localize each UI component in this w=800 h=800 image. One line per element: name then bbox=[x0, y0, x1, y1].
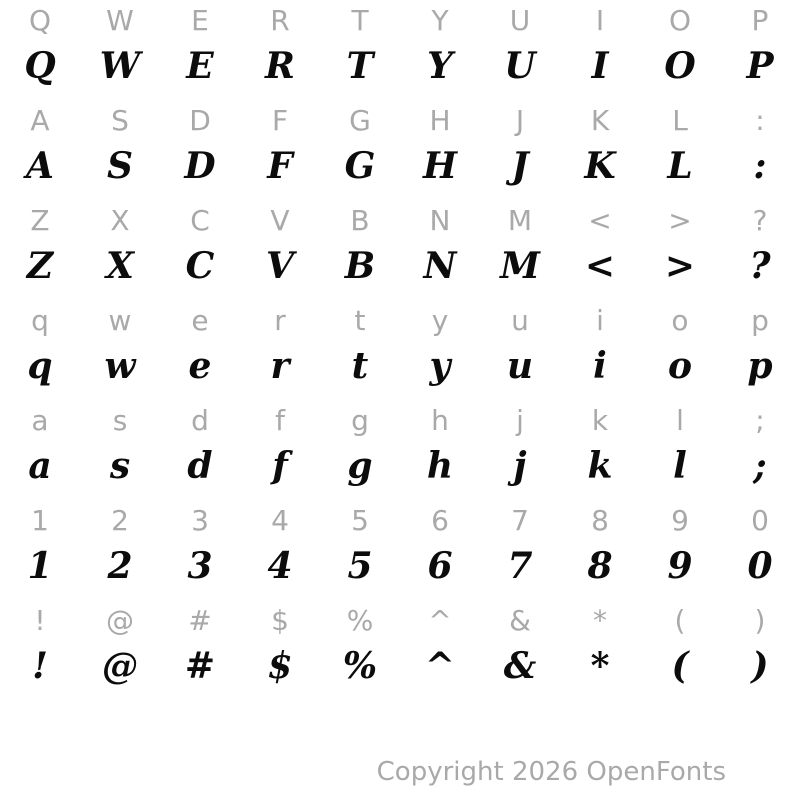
reference-glyph: < bbox=[588, 204, 612, 237]
reference-row bbox=[0, 600, 800, 642]
script-glyph: N bbox=[423, 245, 457, 287]
reference-glyph: G bbox=[349, 104, 371, 137]
reference-row bbox=[0, 400, 800, 442]
reference-glyph: E bbox=[191, 4, 209, 37]
script-glyph: D bbox=[184, 145, 216, 187]
reference-glyph: L bbox=[672, 104, 688, 137]
reference-glyph: g bbox=[351, 404, 369, 437]
reference-glyph: k bbox=[591, 404, 609, 437]
script-glyph: ! bbox=[32, 645, 48, 687]
reference-glyph: A bbox=[30, 104, 50, 137]
reference-glyph: J bbox=[515, 104, 525, 137]
script-glyph: a bbox=[28, 445, 52, 487]
reference-glyph: d bbox=[191, 404, 209, 437]
script-glyph: Y bbox=[427, 45, 453, 87]
script-glyph: 0 bbox=[747, 545, 773, 587]
reference-glyph: S bbox=[111, 104, 129, 137]
script-glyph: % bbox=[342, 645, 378, 687]
script-glyph: i bbox=[593, 345, 607, 387]
specimen-pair bbox=[0, 200, 800, 300]
reference-row bbox=[0, 300, 800, 342]
script-glyph: 2 bbox=[107, 545, 133, 587]
reference-glyph: D bbox=[189, 104, 211, 137]
script-glyph: $ bbox=[267, 645, 293, 687]
footer-copyright: Copyright 2026 OpenFonts bbox=[376, 757, 726, 787]
reference-glyph: H bbox=[429, 104, 451, 137]
script-glyph: C bbox=[185, 245, 215, 287]
reference-glyph: j bbox=[516, 404, 524, 437]
reference-glyph: q bbox=[31, 304, 49, 337]
script-glyph: F bbox=[267, 145, 293, 187]
reference-glyph: h bbox=[431, 404, 449, 437]
reference-glyph: O bbox=[668, 4, 692, 37]
reference-glyph: l bbox=[676, 404, 684, 437]
reference-glyph: y bbox=[431, 304, 449, 337]
reference-glyph: 2 bbox=[111, 504, 129, 537]
reference-glyph: ) bbox=[754, 604, 766, 637]
script-row bbox=[0, 638, 800, 694]
script-row bbox=[0, 138, 800, 194]
reference-glyph: ! bbox=[34, 604, 46, 637]
reference-glyph: i bbox=[596, 304, 604, 337]
script-glyph: Z bbox=[26, 245, 54, 287]
reference-glyph: o bbox=[671, 304, 689, 337]
reference-glyph: % bbox=[346, 604, 374, 637]
reference-glyph: X bbox=[110, 204, 130, 237]
script-glyph: f bbox=[272, 445, 288, 487]
reference-glyph: N bbox=[429, 204, 451, 237]
reference-glyph: > bbox=[668, 204, 692, 237]
reference-glyph: V bbox=[270, 204, 290, 237]
reference-glyph: 6 bbox=[431, 504, 449, 537]
script-glyph: P bbox=[746, 45, 774, 87]
reference-glyph: e bbox=[191, 304, 209, 337]
reference-glyph: @ bbox=[106, 604, 134, 637]
script-glyph: w bbox=[104, 345, 136, 387]
script-glyph: e bbox=[188, 345, 212, 387]
reference-glyph: T bbox=[351, 4, 369, 37]
reference-glyph: Z bbox=[30, 204, 50, 237]
reference-glyph: U bbox=[509, 4, 531, 37]
reference-glyph: 1 bbox=[31, 504, 49, 537]
script-glyph: B bbox=[344, 245, 376, 287]
script-glyph: W bbox=[99, 45, 141, 87]
reference-glyph: * bbox=[593, 604, 607, 637]
script-glyph: V bbox=[266, 245, 294, 287]
script-row bbox=[0, 338, 800, 394]
reference-glyph: B bbox=[350, 204, 370, 237]
reference-glyph: I bbox=[595, 4, 605, 37]
script-glyph: j bbox=[513, 445, 527, 487]
script-glyph: U bbox=[504, 45, 536, 87]
script-glyph: T bbox=[346, 45, 374, 87]
script-glyph: q bbox=[27, 345, 53, 387]
reference-glyph: p bbox=[751, 304, 769, 337]
script-glyph: h bbox=[426, 445, 454, 487]
reference-glyph: C bbox=[190, 204, 210, 237]
reference-glyph: 9 bbox=[671, 504, 689, 537]
reference-glyph: K bbox=[590, 104, 610, 137]
script-glyph: u bbox=[506, 345, 534, 387]
script-glyph: 4 bbox=[267, 545, 293, 587]
reference-glyph: 4 bbox=[271, 504, 289, 537]
script-row bbox=[0, 538, 800, 594]
script-glyph: k bbox=[587, 445, 613, 487]
script-glyph: 1 bbox=[27, 545, 53, 587]
reference-glyph: Q bbox=[28, 4, 52, 37]
script-glyph: l bbox=[673, 445, 687, 487]
reference-glyph: F bbox=[271, 104, 289, 137]
script-glyph: & bbox=[503, 645, 537, 687]
script-glyph: ; bbox=[753, 445, 767, 487]
specimen-pair bbox=[0, 100, 800, 200]
script-glyph: J bbox=[511, 145, 529, 187]
script-glyph: G bbox=[344, 145, 376, 187]
reference-glyph: t bbox=[354, 304, 366, 337]
reference-glyph: u bbox=[511, 304, 529, 337]
reference-glyph: 5 bbox=[351, 504, 369, 537]
script-glyph: S bbox=[107, 145, 133, 187]
script-glyph: d bbox=[187, 445, 213, 487]
script-glyph: 3 bbox=[187, 545, 213, 587]
reference-glyph: ? bbox=[752, 204, 768, 237]
reference-glyph: w bbox=[108, 304, 132, 337]
reference-glyph: : bbox=[755, 104, 765, 137]
reference-row bbox=[0, 200, 800, 242]
script-glyph: 5 bbox=[347, 545, 373, 587]
script-glyph: # bbox=[184, 645, 216, 687]
reference-glyph: s bbox=[112, 404, 128, 437]
script-glyph: @ bbox=[102, 645, 138, 687]
script-glyph: Q bbox=[24, 45, 56, 87]
script-row bbox=[0, 438, 800, 494]
reference-glyph: R bbox=[270, 4, 290, 37]
reference-glyph: 0 bbox=[751, 504, 769, 537]
reference-glyph: ; bbox=[755, 404, 765, 437]
script-glyph: t bbox=[351, 345, 369, 387]
specimen-pair bbox=[0, 600, 800, 700]
script-glyph: O bbox=[664, 45, 696, 87]
script-glyph: g bbox=[347, 445, 373, 487]
script-glyph: ) bbox=[751, 645, 769, 687]
reference-row bbox=[0, 500, 800, 542]
script-glyph: 6 bbox=[427, 545, 453, 587]
script-glyph: M bbox=[500, 245, 540, 287]
script-glyph: ^ bbox=[424, 645, 456, 687]
specimen-pair bbox=[0, 300, 800, 400]
reference-row bbox=[0, 100, 800, 142]
script-glyph: H bbox=[422, 145, 457, 187]
script-glyph: : bbox=[753, 145, 767, 187]
reference-row bbox=[0, 0, 800, 42]
script-glyph: < bbox=[584, 245, 616, 287]
reference-glyph: $ bbox=[271, 604, 289, 637]
script-glyph: 7 bbox=[507, 545, 533, 587]
script-glyph: r bbox=[270, 345, 290, 387]
specimen-pair bbox=[0, 0, 800, 100]
reference-glyph: 8 bbox=[591, 504, 609, 537]
specimen-pair bbox=[0, 400, 800, 500]
script-glyph: K bbox=[584, 145, 616, 187]
script-glyph: > bbox=[664, 245, 696, 287]
reference-glyph: ^ bbox=[428, 604, 452, 637]
reference-glyph: a bbox=[31, 404, 49, 437]
script-glyph: X bbox=[106, 245, 134, 287]
script-glyph: * bbox=[590, 645, 610, 687]
specimen-pair bbox=[0, 500, 800, 600]
reference-glyph: W bbox=[106, 4, 134, 37]
script-glyph: ? bbox=[749, 245, 771, 287]
reference-glyph: & bbox=[509, 604, 531, 637]
script-glyph: R bbox=[265, 45, 295, 87]
script-glyph: I bbox=[591, 45, 609, 87]
reference-glyph: 3 bbox=[191, 504, 209, 537]
script-row bbox=[0, 238, 800, 294]
reference-glyph: 7 bbox=[511, 504, 529, 537]
reference-glyph: ( bbox=[674, 604, 686, 637]
reference-glyph: r bbox=[274, 304, 286, 337]
script-glyph: 8 bbox=[587, 545, 613, 587]
script-glyph: 9 bbox=[667, 545, 693, 587]
reference-glyph: P bbox=[751, 4, 769, 37]
script-glyph: o bbox=[667, 345, 692, 387]
script-glyph: s bbox=[109, 445, 131, 487]
script-glyph: ( bbox=[671, 645, 689, 687]
script-row bbox=[0, 38, 800, 94]
script-glyph: L bbox=[667, 145, 693, 187]
reference-glyph: M bbox=[507, 204, 533, 237]
script-glyph: p bbox=[747, 345, 773, 387]
reference-glyph: Y bbox=[431, 4, 449, 37]
script-glyph: A bbox=[26, 145, 54, 187]
script-glyph: y bbox=[429, 345, 451, 387]
reference-glyph: # bbox=[188, 604, 212, 637]
reference-glyph: f bbox=[275, 404, 285, 437]
script-glyph: E bbox=[186, 45, 214, 87]
